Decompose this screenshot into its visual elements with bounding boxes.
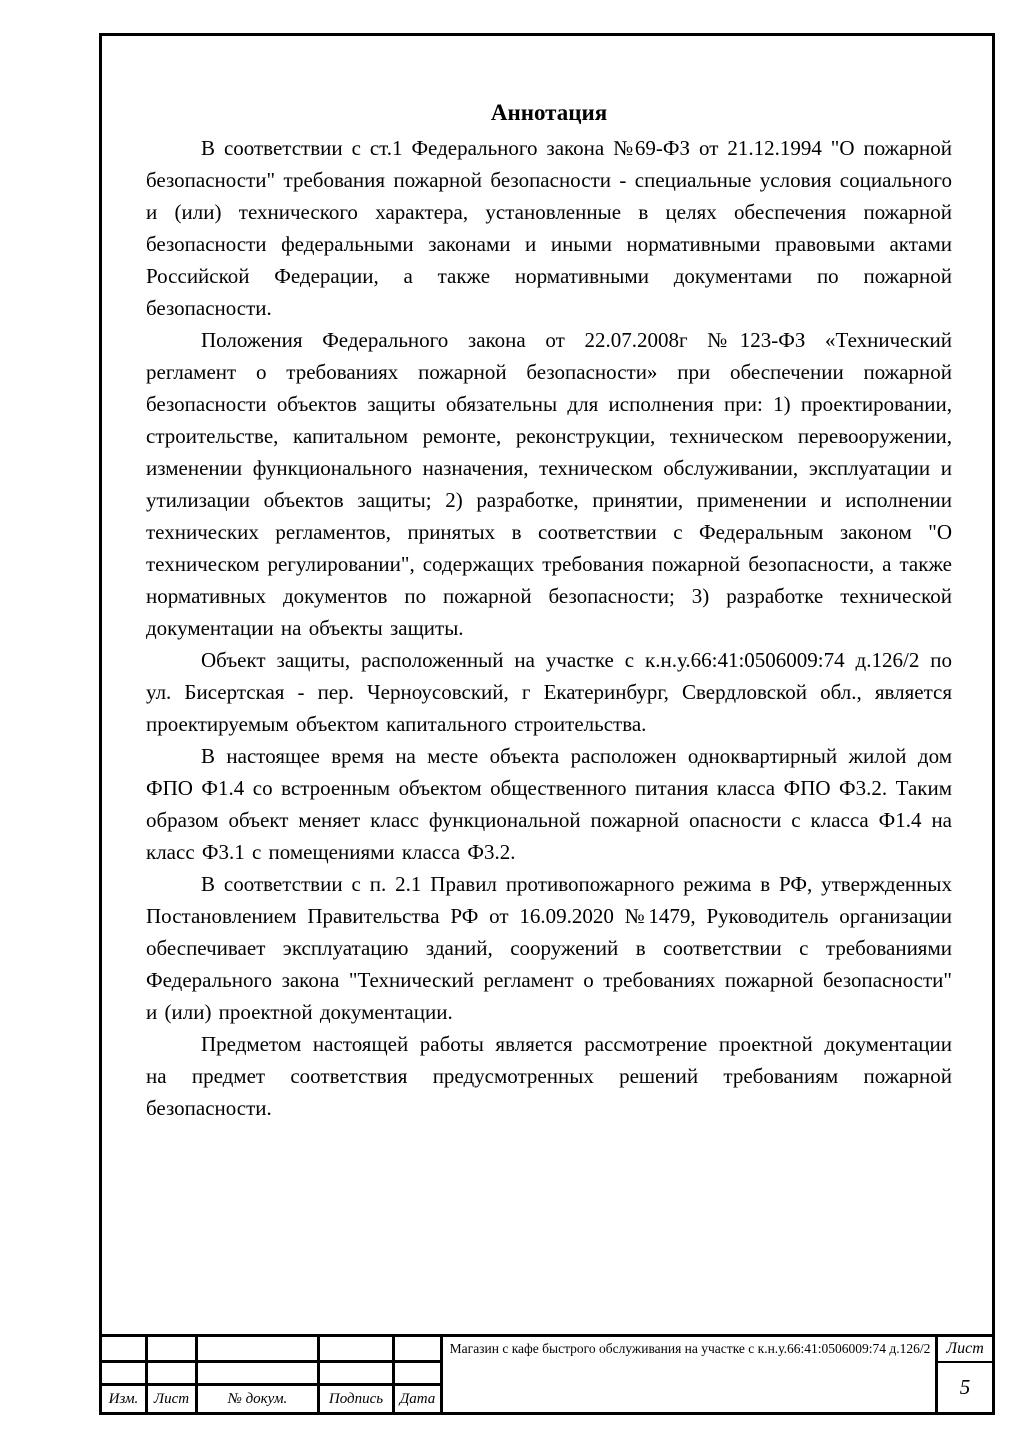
paragraph-law-123fz: Положения Федерального закона от 22.07.2008г №123-ФЗ «Технический регламент о требованиях пожарной безопасности» при обеспечении пожарной безопасности объектов защиты обязательны для исполнения при: 1) проектировании, строительстве, капитальном ремонте, реконструкции, техническом перевооружении, изменении функционального назначения, техническом обслуживании, эксплуатации и утилизации объектов защиты; 2) разработке, принятии, применении и исполнении технических регламентов, принятых в соответствии с Федеральным законом "О техническом регулировании", содержащих требования пожарной безопасности, а также нормативных документов по пожарной безопасности; 3) разработке технической документации на объекты защиты.: [146, 328, 952, 640]
titleblock-doc-title: Магазин с кафе быстрого обслуживания на участке с к.н.у.66:41:0506009:74 д.126/2: [443, 1337, 938, 1412]
titleblock-sheet-number: 5: [959, 1375, 971, 1399]
annotation-section: [146, 98, 952, 1124]
paragraph-law-69fz: В соответствии с ст.1 Федерального закона №69-ФЗ от 21.12.1994 "О пожарной безопасности" требования пожарной безопасности - специальные условия социального и (или) технического характера, установленные в целях обеспечения пожарной безопасности федеральными законами и иными нормативными правовыми актами Российской Федерации, а также нормативными документами по пожарной безопасности.: [146, 136, 952, 320]
paragraph-fire-rules: В соответствии с п. 2.1 Правил противопожарного режима в РФ, утвержденных Постановлением Правительства РФ от 16.09.2020 №1479, Руководитель организации обеспечивает эксплуатацию зданий, сооружений в соответствии с требованиями Федерального закона "Технический регламент о требованиях пожарной безопасности" и (или) проектной документации.: [146, 872, 952, 1024]
gost-title-block: [99, 1334, 995, 1415]
titleblock-sheet-label: Лист: [938, 1337, 992, 1363]
titleblock-empty-cell: [395, 1363, 443, 1386]
titleblock-empty-cell: [198, 1337, 320, 1363]
titleblock-empty-cell: [148, 1337, 198, 1363]
page-title: Аннотация: [490, 100, 608, 125]
paragraph-work-subject: Предметом настоящей работы является рассмотрение проектной документации на предмет соответствия предусмотренных решений требованиям пожарной безопасности.: [146, 1032, 952, 1120]
titleblock-empty-cell: [320, 1337, 395, 1363]
titleblock-empty-cell: [320, 1363, 395, 1386]
titleblock-label-data: Дата: [395, 1386, 443, 1412]
titleblock-empty-cell: [198, 1363, 320, 1386]
paragraph-object-location: Объект защиты, расположенный на участке с к.н.у.66:41:0506009:74 д.126/2 по ул. Бисертская - пер. Черноусовский, г Екатеринбург, Свердловской обл., является проектируемым объектом капитального строительства.: [146, 648, 952, 736]
titleblock-empty-cell: [395, 1337, 443, 1363]
page-frame: [99, 33, 995, 1415]
titleblock-empty-cell: [102, 1337, 148, 1363]
titleblock-label-list: Лист: [148, 1386, 198, 1412]
titleblock-label-podpis: Подпись: [320, 1386, 395, 1412]
paragraph-current-state: В настоящее время на месте объекта расположен одноквартирный жилой дом ФПО Ф1.4 со встроенным объектом общественного питания класса ФПО Ф3.2. Таким образом объект меняет класс функциональной пожарной опасности с класса Ф1.4 на класс Ф3.1 с помещениями класса Ф3.2.: [146, 744, 952, 864]
titleblock-empty-cell: [148, 1363, 198, 1386]
titleblock-label-dokum: № докум.: [198, 1386, 320, 1412]
titleblock-empty-cell: [102, 1363, 148, 1386]
titleblock-label-izm: Изм.: [102, 1386, 148, 1412]
